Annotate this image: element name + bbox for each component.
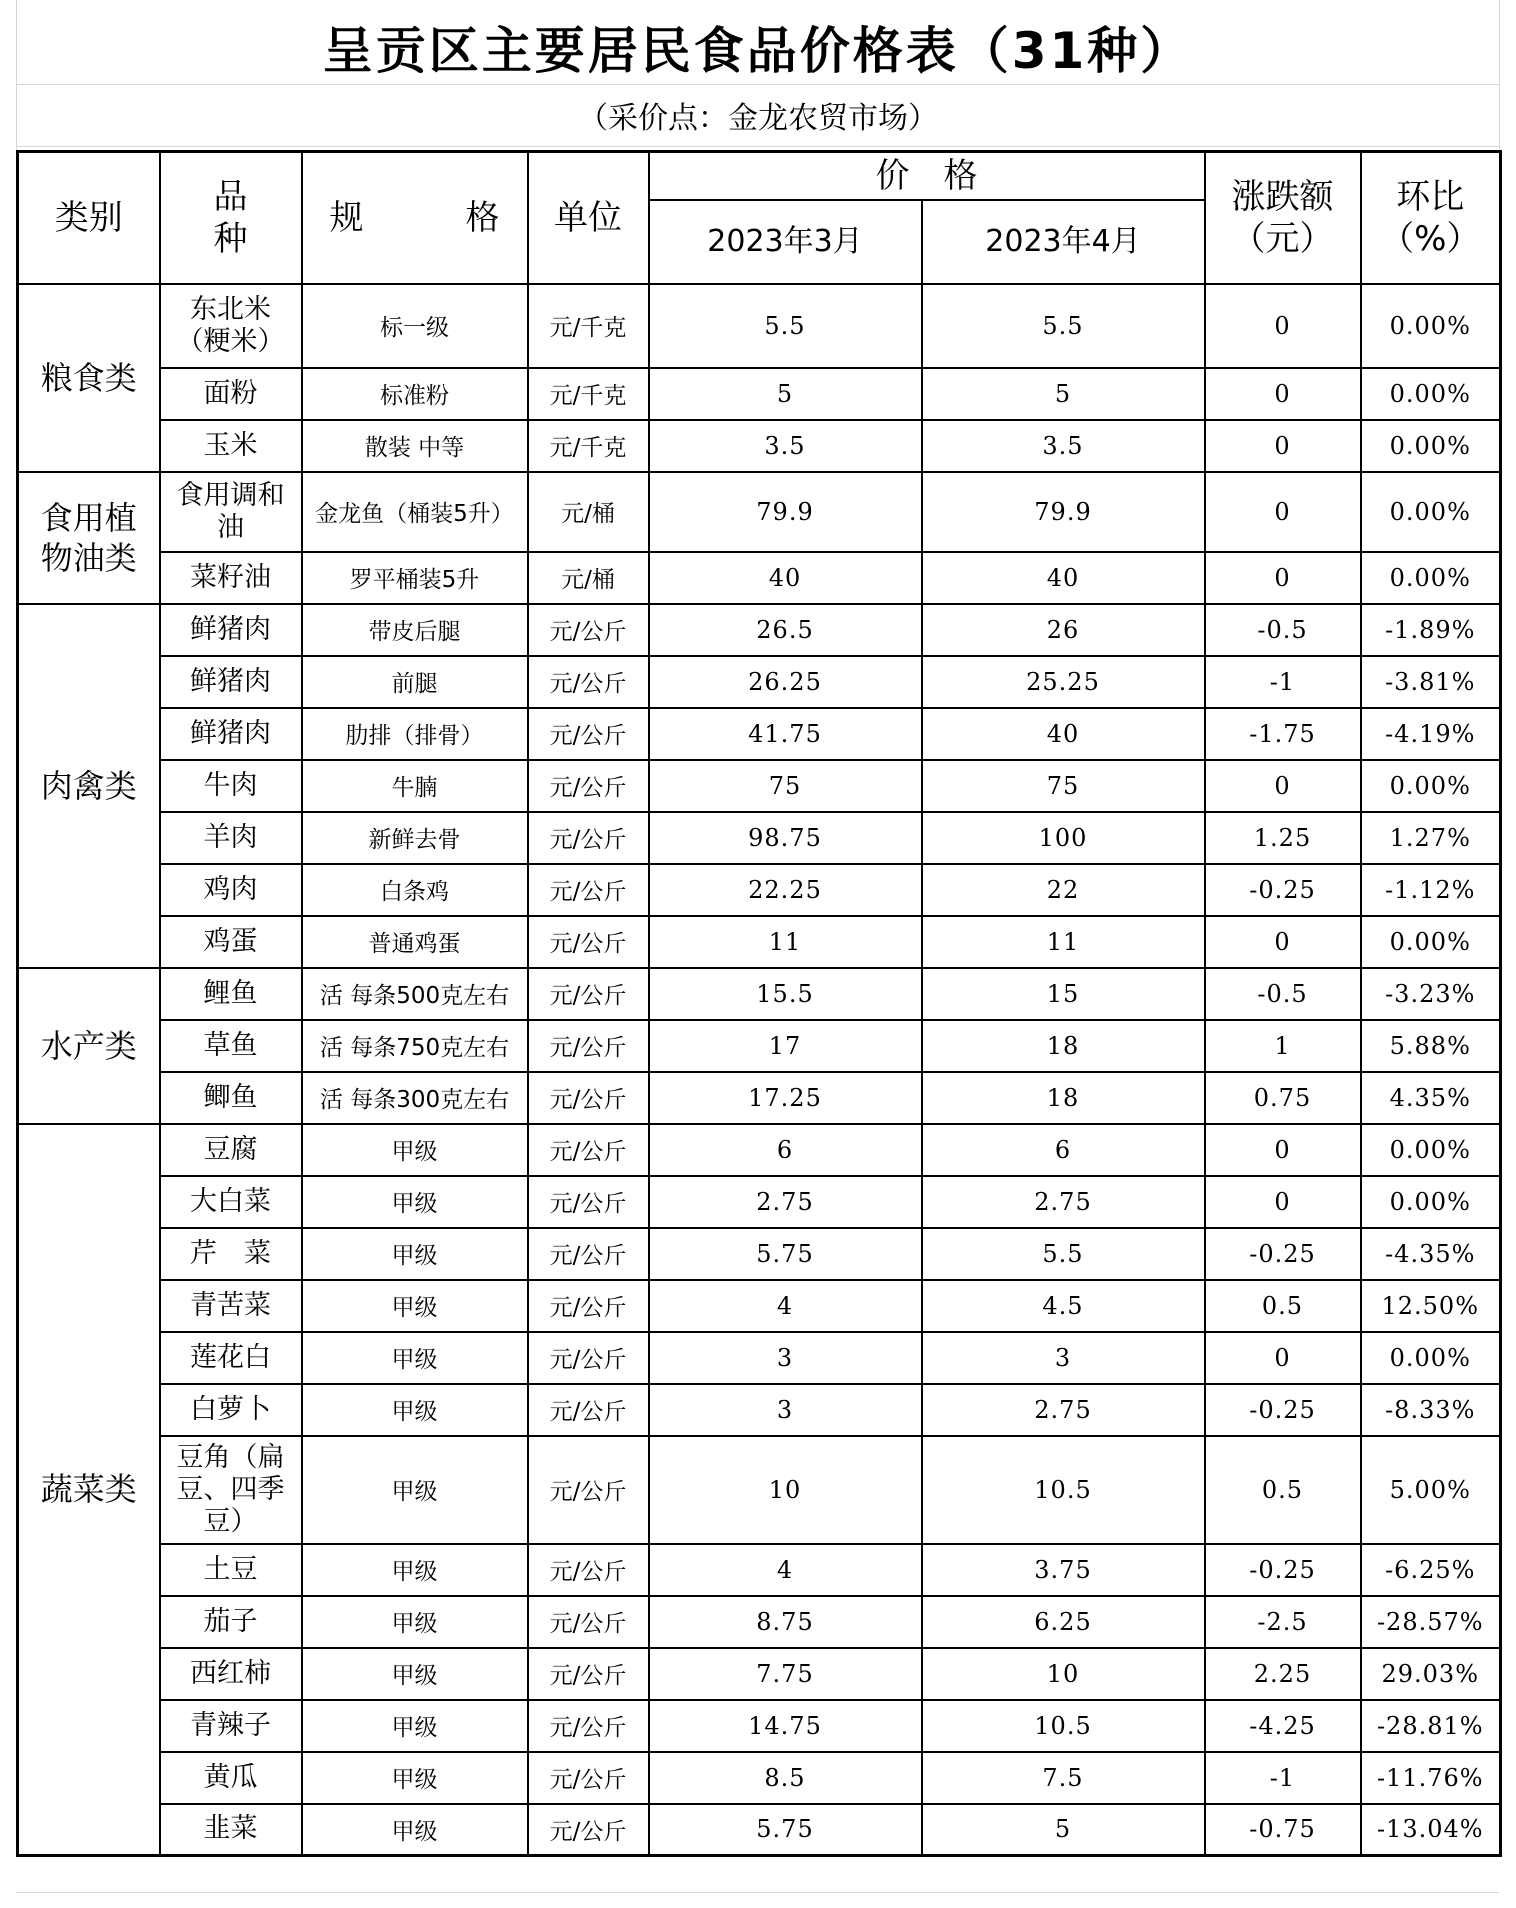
spec-cell: 肋排（排骨） <box>302 708 528 760</box>
spec-cell: 甲级 <box>302 1124 528 1176</box>
april-price-cell: 18 <box>922 1020 1205 1072</box>
spec-cell: 甲级 <box>302 1332 528 1384</box>
ratio-cell: -8.33% <box>1361 1384 1501 1436</box>
spec-cell: 牛腩 <box>302 760 528 812</box>
ratio-cell: 0.00% <box>1361 760 1501 812</box>
variety-cell: 东北米 （粳米） <box>160 284 302 368</box>
april-price-cell: 100 <box>922 812 1205 864</box>
spec-cell: 活 每条750克左右 <box>302 1020 528 1072</box>
unit-cell: 元/公斤 <box>528 1228 649 1280</box>
spec-cell: 活 每条300克左右 <box>302 1072 528 1124</box>
grid-line <box>1499 0 1500 150</box>
table-row <box>18 1332 1501 1384</box>
march-price-cell: 17.25 <box>649 1072 922 1124</box>
variety-cell: 豆角（扁 豆、四季 豆） <box>160 1436 302 1544</box>
change-cell: -0.5 <box>1205 604 1361 656</box>
april-price-cell: 22 <box>922 864 1205 916</box>
unit-cell: 元/桶 <box>528 552 649 604</box>
spec-cell: 带皮后腿 <box>302 604 528 656</box>
table-row <box>18 812 1501 864</box>
category-cell: 粮食类 <box>18 284 160 472</box>
spec-cell: 甲级 <box>302 1700 528 1752</box>
march-price-cell: 3.5 <box>649 420 922 472</box>
april-price-cell: 2.75 <box>922 1176 1205 1228</box>
spec-cell: 前腿 <box>302 656 528 708</box>
variety-cell: 莲花白 <box>160 1332 302 1384</box>
spec-cell: 甲级 <box>302 1544 528 1596</box>
change-cell: 0.5 <box>1205 1436 1361 1544</box>
variety-cell: 鸡蛋 <box>160 916 302 968</box>
change-cell: -1 <box>1205 656 1361 708</box>
change-cell: -1 <box>1205 1752 1361 1804</box>
header-category: 类别 <box>18 152 160 284</box>
march-price-cell: 75 <box>649 760 922 812</box>
variety-cell: 土豆 <box>160 1544 302 1596</box>
april-price-cell: 4.5 <box>922 1280 1205 1332</box>
april-price-cell: 5 <box>922 368 1205 420</box>
category-cell: 食用植 物油类 <box>18 472 160 604</box>
ratio-cell: -6.25% <box>1361 1544 1501 1596</box>
page-subtitle: （采价点：金龙农贸市场） <box>578 101 938 136</box>
march-price-cell: 41.75 <box>649 708 922 760</box>
april-price-cell: 10.5 <box>922 1700 1205 1752</box>
change-cell: -0.75 <box>1205 1804 1361 1856</box>
table-row <box>18 420 1501 472</box>
header-change: 涨跌额 （元） <box>1205 152 1361 284</box>
category-cell: 蔬菜类 <box>18 1124 160 1856</box>
change-cell: 0 <box>1205 916 1361 968</box>
unit-cell: 元/公斤 <box>528 812 649 864</box>
march-price-cell: 5.75 <box>649 1228 922 1280</box>
march-price-cell: 40 <box>649 552 922 604</box>
march-price-cell: 17 <box>649 1020 922 1072</box>
unit-cell: 元/公斤 <box>528 1332 649 1384</box>
table-row <box>18 1752 1501 1804</box>
march-price-cell: 5.75 <box>649 1804 922 1856</box>
change-cell: 0 <box>1205 284 1361 368</box>
april-price-cell: 3.5 <box>922 420 1205 472</box>
march-price-cell: 3 <box>649 1384 922 1436</box>
unit-cell: 元/公斤 <box>528 604 649 656</box>
march-price-cell: 6 <box>649 1124 922 1176</box>
march-price-cell: 26.25 <box>649 656 922 708</box>
ratio-cell: 0.00% <box>1361 1332 1501 1384</box>
change-cell: 2.25 <box>1205 1648 1361 1700</box>
change-cell: 0 <box>1205 552 1361 604</box>
april-price-cell: 40 <box>922 552 1205 604</box>
spec-cell: 甲级 <box>302 1596 528 1648</box>
march-price-cell: 3 <box>649 1332 922 1384</box>
unit-cell: 元/公斤 <box>528 1752 649 1804</box>
ratio-cell: 0.00% <box>1361 284 1501 368</box>
header-price: 价 格 <box>649 152 1205 200</box>
ratio-cell: 0.00% <box>1361 420 1501 472</box>
spec-cell: 金龙鱼（桶装5升） <box>302 472 528 552</box>
april-price-cell: 15 <box>922 968 1205 1020</box>
april-price-cell: 6.25 <box>922 1596 1205 1648</box>
april-price-cell: 6 <box>922 1124 1205 1176</box>
variety-cell: 鲤鱼 <box>160 968 302 1020</box>
table-row <box>18 1124 1501 1176</box>
variety-cell: 黄瓜 <box>160 1752 302 1804</box>
table-row <box>18 284 1501 368</box>
march-price-cell: 7.75 <box>649 1648 922 1700</box>
table-row <box>18 1648 1501 1700</box>
header-april: 2023年4月 <box>922 200 1205 284</box>
change-cell: 0 <box>1205 760 1361 812</box>
march-price-cell: 2.75 <box>649 1176 922 1228</box>
table-row <box>18 708 1501 760</box>
ratio-cell: -4.35% <box>1361 1228 1501 1280</box>
march-price-cell: 11 <box>649 916 922 968</box>
change-cell: 0 <box>1205 472 1361 552</box>
change-cell: -0.25 <box>1205 864 1361 916</box>
variety-cell: 西红柿 <box>160 1648 302 1700</box>
change-cell: -0.25 <box>1205 1228 1361 1280</box>
table-body <box>18 284 1501 1856</box>
ratio-cell: 0.00% <box>1361 368 1501 420</box>
spec-cell: 散装 中等 <box>302 420 528 472</box>
april-price-cell: 3.75 <box>922 1544 1205 1596</box>
ratio-cell: 1.27% <box>1361 812 1501 864</box>
change-cell: -2.5 <box>1205 1596 1361 1648</box>
unit-cell: 元/千克 <box>528 420 649 472</box>
variety-cell: 韭菜 <box>160 1804 302 1856</box>
variety-cell: 芹 菜 <box>160 1228 302 1280</box>
spec-cell: 甲级 <box>302 1804 528 1856</box>
table-row <box>18 1700 1501 1752</box>
unit-cell: 元/公斤 <box>528 1700 649 1752</box>
change-cell: -0.25 <box>1205 1544 1361 1596</box>
change-cell: 0 <box>1205 1176 1361 1228</box>
table-row <box>18 1228 1501 1280</box>
march-price-cell: 14.75 <box>649 1700 922 1752</box>
unit-cell: 元/公斤 <box>528 1648 649 1700</box>
variety-cell: 茄子 <box>160 1596 302 1648</box>
april-price-cell: 18 <box>922 1072 1205 1124</box>
change-cell: -0.25 <box>1205 1384 1361 1436</box>
spec-cell: 甲级 <box>302 1384 528 1436</box>
grid-line <box>16 1892 1499 1893</box>
unit-cell: 元/公斤 <box>528 864 649 916</box>
march-price-cell: 4 <box>649 1280 922 1332</box>
ratio-cell: 5.00% <box>1361 1436 1501 1544</box>
april-price-cell: 5 <box>922 1804 1205 1856</box>
table-row <box>18 1020 1501 1072</box>
unit-cell: 元/公斤 <box>528 916 649 968</box>
change-cell: -4.25 <box>1205 1700 1361 1752</box>
unit-cell: 元/公斤 <box>528 1280 649 1332</box>
table-row <box>18 552 1501 604</box>
march-price-cell: 5.5 <box>649 284 922 368</box>
table-row <box>18 1384 1501 1436</box>
ratio-cell: 0.00% <box>1361 1176 1501 1228</box>
spec-cell: 标准粉 <box>302 368 528 420</box>
ratio-cell: 4.35% <box>1361 1072 1501 1124</box>
april-price-cell: 75 <box>922 760 1205 812</box>
spec-cell: 甲级 <box>302 1280 528 1332</box>
unit-cell: 元/公斤 <box>528 656 649 708</box>
variety-cell: 面粉 <box>160 368 302 420</box>
grid-line <box>16 0 17 150</box>
unit-cell: 元/公斤 <box>528 708 649 760</box>
variety-cell: 青苦菜 <box>160 1280 302 1332</box>
april-price-cell: 5.5 <box>922 284 1205 368</box>
ratio-cell: -1.12% <box>1361 864 1501 916</box>
april-price-cell: 26 <box>922 604 1205 656</box>
ratio-cell: -28.57% <box>1361 1596 1501 1648</box>
variety-cell: 鲜猪肉 <box>160 604 302 656</box>
change-cell: -0.5 <box>1205 968 1361 1020</box>
april-price-cell: 7.5 <box>922 1752 1205 1804</box>
ratio-cell: -28.81% <box>1361 1700 1501 1752</box>
spec-cell: 新鲜去骨 <box>302 812 528 864</box>
march-price-cell: 8.5 <box>649 1752 922 1804</box>
ratio-cell: 29.03% <box>1361 1648 1501 1700</box>
spec-cell: 活 每条500克左右 <box>302 968 528 1020</box>
unit-cell: 元/千克 <box>528 284 649 368</box>
change-cell: 0 <box>1205 1124 1361 1176</box>
march-price-cell: 22.25 <box>649 864 922 916</box>
header-unit: 单位 <box>528 152 649 284</box>
category-cell: 肉禽类 <box>18 604 160 968</box>
spec-cell: 甲级 <box>302 1436 528 1544</box>
table-row <box>18 368 1501 420</box>
ratio-cell: -3.81% <box>1361 656 1501 708</box>
april-price-cell: 10 <box>922 1648 1205 1700</box>
unit-cell: 元/公斤 <box>528 1436 649 1544</box>
march-price-cell: 5 <box>649 368 922 420</box>
unit-cell: 元/公斤 <box>528 1596 649 1648</box>
spec-cell: 甲级 <box>302 1648 528 1700</box>
ratio-cell: 12.50% <box>1361 1280 1501 1332</box>
spec-cell: 罗平桶装5升 <box>302 552 528 604</box>
unit-cell: 元/公斤 <box>528 968 649 1020</box>
variety-cell: 豆腐 <box>160 1124 302 1176</box>
spec-cell: 普通鸡蛋 <box>302 916 528 968</box>
variety-cell: 青辣子 <box>160 1700 302 1752</box>
variety-cell: 玉米 <box>160 420 302 472</box>
change-cell: 0 <box>1205 420 1361 472</box>
variety-cell: 菜籽油 <box>160 552 302 604</box>
change-cell: 1.25 <box>1205 812 1361 864</box>
unit-cell: 元/公斤 <box>528 760 649 812</box>
spec-cell: 白条鸡 <box>302 864 528 916</box>
variety-cell: 草鱼 <box>160 1020 302 1072</box>
price-table <box>16 150 1502 1857</box>
ratio-cell: -3.23% <box>1361 968 1501 1020</box>
table-row <box>18 1596 1501 1648</box>
variety-cell: 羊肉 <box>160 812 302 864</box>
variety-cell: 鲜猪肉 <box>160 708 302 760</box>
table-row <box>18 1544 1501 1596</box>
table-row <box>18 1072 1501 1124</box>
spec-cell: 甲级 <box>302 1176 528 1228</box>
variety-cell: 白萝卜 <box>160 1384 302 1436</box>
april-price-cell: 3 <box>922 1332 1205 1384</box>
grid-line <box>16 146 1499 147</box>
ratio-cell: -13.04% <box>1361 1804 1501 1856</box>
april-price-cell: 25.25 <box>922 656 1205 708</box>
april-price-cell: 40 <box>922 708 1205 760</box>
march-price-cell: 98.75 <box>649 812 922 864</box>
grid-line <box>16 84 1499 85</box>
ratio-cell: 0.00% <box>1361 1124 1501 1176</box>
change-cell: 0 <box>1205 368 1361 420</box>
table-row <box>18 1280 1501 1332</box>
header-spec: 规 格 <box>302 152 528 284</box>
april-price-cell: 5.5 <box>922 1228 1205 1280</box>
unit-cell: 元/公斤 <box>528 1124 649 1176</box>
table-row <box>18 604 1501 656</box>
ratio-cell: -11.76% <box>1361 1752 1501 1804</box>
spec-cell: 标一级 <box>302 284 528 368</box>
page-title: 呈贡区主要居民食品价格表（31种） <box>322 22 1194 80</box>
unit-cell: 元/公斤 <box>528 1176 649 1228</box>
spec-cell: 甲级 <box>302 1752 528 1804</box>
header-variety: 品 种 <box>160 152 302 284</box>
variety-cell: 鲜猪肉 <box>160 656 302 708</box>
table-row <box>18 760 1501 812</box>
change-cell: 1 <box>1205 1020 1361 1072</box>
unit-cell: 元/公斤 <box>528 1072 649 1124</box>
variety-cell: 牛肉 <box>160 760 302 812</box>
table-row <box>18 1176 1501 1228</box>
spec-cell: 甲级 <box>302 1228 528 1280</box>
change-cell: 0.75 <box>1205 1072 1361 1124</box>
variety-cell: 大白菜 <box>160 1176 302 1228</box>
april-price-cell: 2.75 <box>922 1384 1205 1436</box>
category-cell: 水产类 <box>18 968 160 1124</box>
unit-cell: 元/公斤 <box>528 1544 649 1596</box>
march-price-cell: 4 <box>649 1544 922 1596</box>
table-row <box>18 472 1501 552</box>
unit-cell: 元/千克 <box>528 368 649 420</box>
header-march: 2023年3月 <box>649 200 922 284</box>
ratio-cell: 0.00% <box>1361 472 1501 552</box>
april-price-cell: 10.5 <box>922 1436 1205 1544</box>
april-price-cell: 79.9 <box>922 472 1205 552</box>
unit-cell: 元/桶 <box>528 472 649 552</box>
ratio-cell: 0.00% <box>1361 916 1501 968</box>
change-cell: 0.5 <box>1205 1280 1361 1332</box>
unit-cell: 元/公斤 <box>528 1804 649 1856</box>
march-price-cell: 79.9 <box>649 472 922 552</box>
ratio-cell: 0.00% <box>1361 552 1501 604</box>
march-price-cell: 8.75 <box>649 1596 922 1648</box>
table-row <box>18 968 1501 1020</box>
ratio-cell: -1.89% <box>1361 604 1501 656</box>
march-price-cell: 15.5 <box>649 968 922 1020</box>
april-price-cell: 11 <box>922 916 1205 968</box>
table-row <box>18 1436 1501 1544</box>
march-price-cell: 26.5 <box>649 604 922 656</box>
variety-cell: 鸡肉 <box>160 864 302 916</box>
header-ratio: 环比 （%） <box>1361 152 1501 284</box>
table-row <box>18 916 1501 968</box>
unit-cell: 元/公斤 <box>528 1384 649 1436</box>
unit-cell: 元/公斤 <box>528 1020 649 1072</box>
ratio-cell: 5.88% <box>1361 1020 1501 1072</box>
change-cell: 0 <box>1205 1332 1361 1384</box>
table-row <box>18 1804 1501 1856</box>
change-cell: -1.75 <box>1205 708 1361 760</box>
table-row <box>18 864 1501 916</box>
table-row <box>18 656 1501 708</box>
variety-cell: 鲫鱼 <box>160 1072 302 1124</box>
variety-cell: 食用调和 油 <box>160 472 302 552</box>
march-price-cell: 10 <box>649 1436 922 1544</box>
ratio-cell: -4.19% <box>1361 708 1501 760</box>
